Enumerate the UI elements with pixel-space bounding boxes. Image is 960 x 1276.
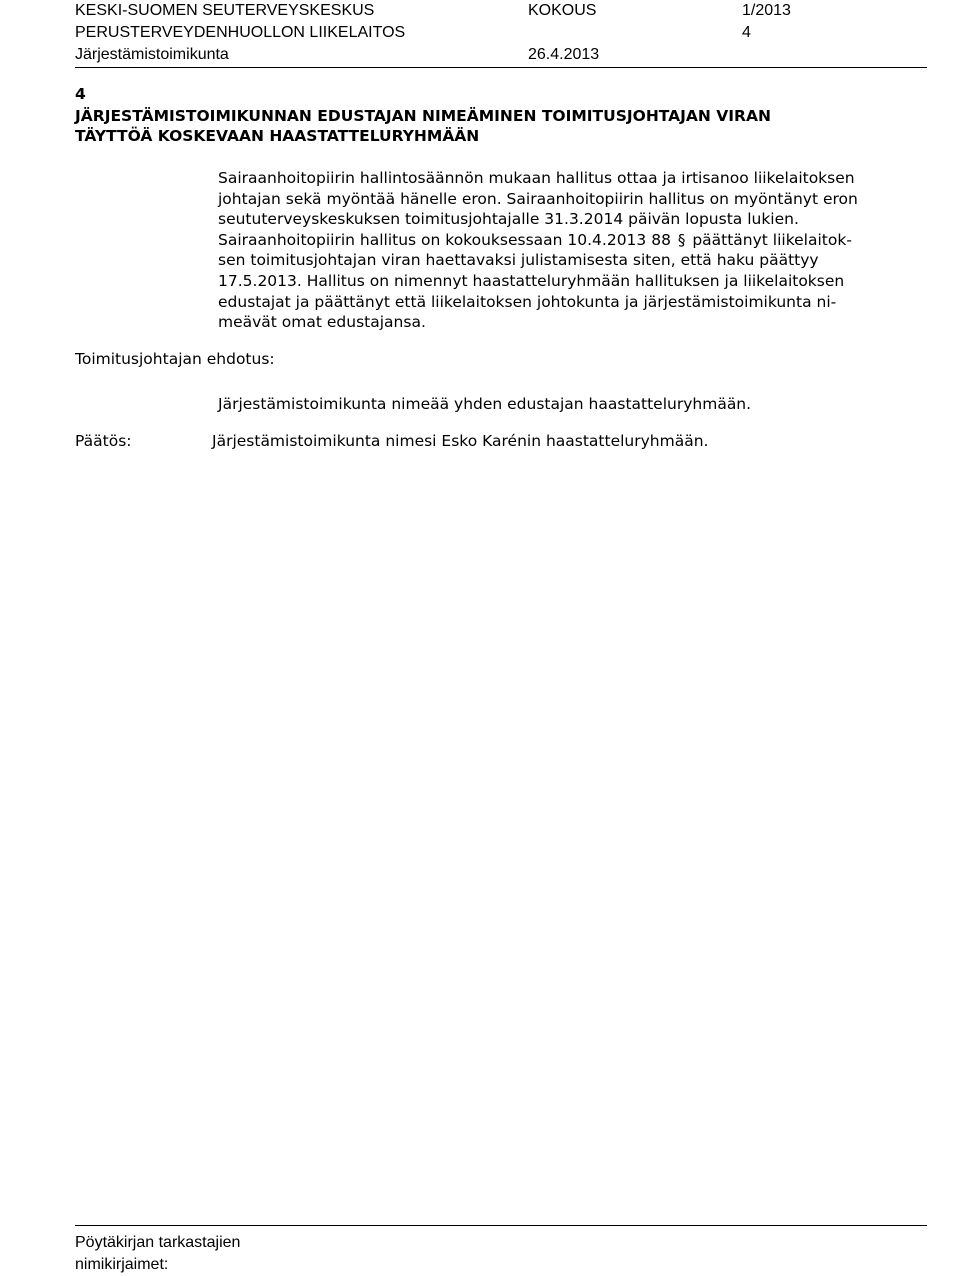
header-divider xyxy=(75,67,927,68)
header-row-2 xyxy=(75,22,751,44)
header-row-1 xyxy=(75,0,791,22)
proposal-text: Järjestämistoimikunta nimeää yhden edustajan haastatteluryhmään. xyxy=(218,395,752,413)
committee-name: Järjestämistoimikunta xyxy=(75,46,229,63)
proposal-label: Toimitusjohtajan ehdotus: xyxy=(75,350,275,368)
footer-line-2: nimikirjaimet: xyxy=(75,1256,169,1273)
body-line: 17.5.2013. Hallitus on nimennyt haastatteluryhmään hallituksen ja liikelaitoksen xyxy=(218,271,845,290)
decision-label: Päätös: xyxy=(75,432,132,450)
page-footer xyxy=(75,1232,240,1276)
unit-name: PERUSTERVEYDENHUOLLON LIIKELAITOS xyxy=(75,24,406,41)
header-row-3 xyxy=(75,44,600,66)
section-title-line-2: TÄYTTÖÄ KOSKEVAAN HAASTATTELURYHMÄÄN xyxy=(75,127,480,145)
background-paragraph xyxy=(218,168,928,333)
footer-line-1: Pöytäkirjan tarkastajien xyxy=(75,1234,241,1251)
body-line: seututerveyskeskuksen toimitusjohtajalle 31.3.2014 päivän lopusta lukien. xyxy=(218,210,799,229)
section-title xyxy=(75,106,875,146)
footer-divider xyxy=(75,1225,927,1226)
section-number: 4 xyxy=(75,85,86,103)
body-line: sen toimitusjohtajan viran haettavaksi julistamisesta siten, että haku päättyy xyxy=(218,251,819,270)
meeting-date: 26.4.2013 xyxy=(528,46,600,63)
section-mark: § xyxy=(677,230,686,249)
page-number: 4 xyxy=(742,24,751,41)
body-line-part: päättänyt liikelaitok- xyxy=(692,230,852,249)
meeting-number: 1/2013 xyxy=(742,2,791,19)
organization-name: KESKI-SUOMEN SEUTERVEYSKESKUS xyxy=(75,2,375,19)
body-line: edustajat ja päättänyt että liikelaitoksen johtokunta ja järjestämistoimikunta ni- xyxy=(218,292,837,311)
body-line: meävät omat edustajansa. xyxy=(218,313,426,332)
body-line-part: Sairaanhoitopiirin hallitus on kokouksessaan 10.4.2013 88 xyxy=(218,230,671,249)
meeting-label: KOKOUS xyxy=(528,2,597,19)
decision-text: Järjestämistoimikunta nimesi Esko Karénin haastatteluryhmään. xyxy=(212,432,709,450)
body-line: Sairaanhoitopiirin hallintosäännön mukaan hallitus ottaa ja irtisanoo liikelaitoksen xyxy=(218,169,855,187)
body-line: johtajan sekä myöntää hänelle eron. Sairaanhoitopiirin hallitus on myöntänyt eron xyxy=(218,189,858,208)
page-header xyxy=(75,0,927,68)
section-title-line-1: JÄRJESTÄMISTOIMIKUNNAN EDUSTAJAN NIMEÄMINEN TOIMITUSJOHTAJAN VIRAN xyxy=(75,107,771,125)
body-line-with-section-mark xyxy=(218,230,928,251)
